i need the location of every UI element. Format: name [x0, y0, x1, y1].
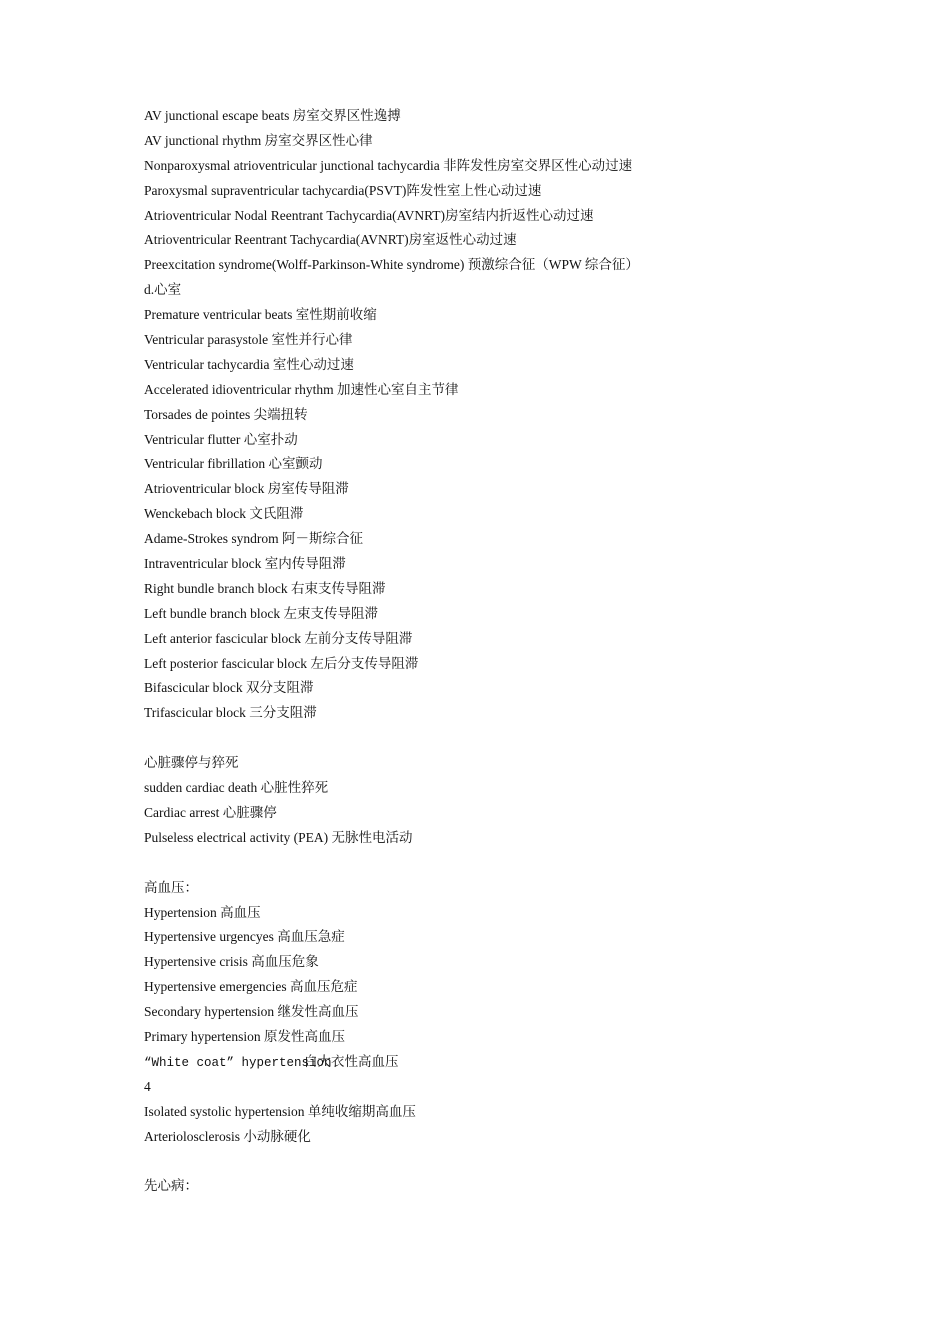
- term-line: Preexcitation syndrome(Wolff-Parkinson-White syndrome) 预激综合征（WPW 综合征）: [144, 257, 639, 273]
- white-coat-english: “White coat” hypertension: [144, 1055, 332, 1070]
- term-line: Paroxysmal supraventricular tachycardia(PSVT)阵发性室上性心动过速: [144, 182, 542, 198]
- term-line: Atrioventricular Reentrant Tachycardia(AVNRT)房室返性心动过速: [144, 232, 517, 248]
- term-line: Secondary hypertension 继发性高血压: [144, 1004, 359, 1020]
- term-line: 心脏骤停与猝死: [144, 755, 239, 771]
- term-line: Ventricular parasystole 室性并行心律: [144, 332, 353, 348]
- term-list: [144, 104, 844, 1050]
- term-line: Premature ventricular beats 室性期前收缩: [144, 307, 377, 323]
- term-line: Arteriolosclerosis 小动脉硬化: [144, 1128, 311, 1144]
- blank-line: [144, 726, 844, 751]
- white-coat-line: [144, 1050, 844, 1075]
- term-line: AV junctional escape beats 房室交界区性逸搏: [144, 108, 401, 123]
- term-line: sudden cardiac death 心脏性猝死: [144, 780, 329, 796]
- white-coat-chinese: 白大衣性高血压: [304, 1053, 399, 1069]
- term-line: Left bundle branch block 左束支传导阻滞: [144, 605, 378, 621]
- term-line: Atrioventricular Nodal Reentrant Tachycardia(AVNRT)房室结内折返性心动过速: [144, 207, 594, 223]
- term-line: Accelerated idioventricular rhythm 加速性心室自主节律: [144, 381, 459, 397]
- term-line: Primary hypertension 原发性高血压: [144, 1028, 345, 1044]
- term-line: Ventricular tachycardia 室性心动过速: [144, 356, 354, 372]
- term-list-continued: [144, 1100, 844, 1200]
- blank-line: [144, 1149, 844, 1174]
- term-line: Bifascicular block 双分支阻滞: [144, 680, 314, 696]
- term-line: d.心室: [144, 282, 182, 298]
- term-line: Nonparoxysmal atrioventricular junctional tachycardia 非阵发性房室交界区性心动过速: [144, 157, 633, 173]
- term-line: Hypertensive emergencies 高血压危症: [144, 979, 358, 995]
- term-line: Isolated systolic hypertension 单纯收缩期高血压: [144, 1103, 416, 1119]
- term-line: Ventricular flutter 心室扑动: [144, 431, 298, 447]
- term-line: Torsades de pointes 尖端扭转: [144, 406, 308, 422]
- term-line: Left anterior fascicular block 左前分支传导阻滞: [144, 630, 413, 646]
- term-line: Left posterior fascicular block 左后分支传导阻滞: [144, 655, 419, 671]
- term-line: Wenckebach block 文氏阻滞: [144, 506, 304, 522]
- term-line: Cardiac arrest 心脏骤停: [144, 804, 277, 820]
- term-line: Right bundle branch block 右束支传导阻滞: [144, 580, 386, 596]
- term-line: Pulseless electrical activity (PEA) 无脉性电活动: [144, 829, 413, 845]
- term-line: 先心病：: [144, 1178, 198, 1194]
- term-line: Atrioventricular block 房室传导阻滞: [144, 481, 349, 497]
- term-line: Hypertension 高血压: [144, 904, 261, 920]
- document-page: [144, 104, 844, 1199]
- term-line: Adame-Strokes syndrom 阿－斯综合征: [144, 531, 363, 547]
- term-line: Hypertensive crisis 高血压危象: [144, 954, 319, 970]
- term-line: 高血压：: [144, 879, 198, 895]
- term-line: Intraventricular block 室内传导阻滞: [144, 556, 346, 572]
- term-line: Ventricular fibrillation 心室颤动: [144, 456, 323, 472]
- term-line: AV junctional rhythm 房室交界区性心律: [144, 132, 373, 148]
- page-number: 4: [144, 1078, 151, 1094]
- term-line: Trifascicular block 三分支阻滞: [144, 705, 317, 721]
- blank-line: [144, 851, 844, 876]
- term-line: Hypertensive urgencyes 高血压急症: [144, 929, 345, 945]
